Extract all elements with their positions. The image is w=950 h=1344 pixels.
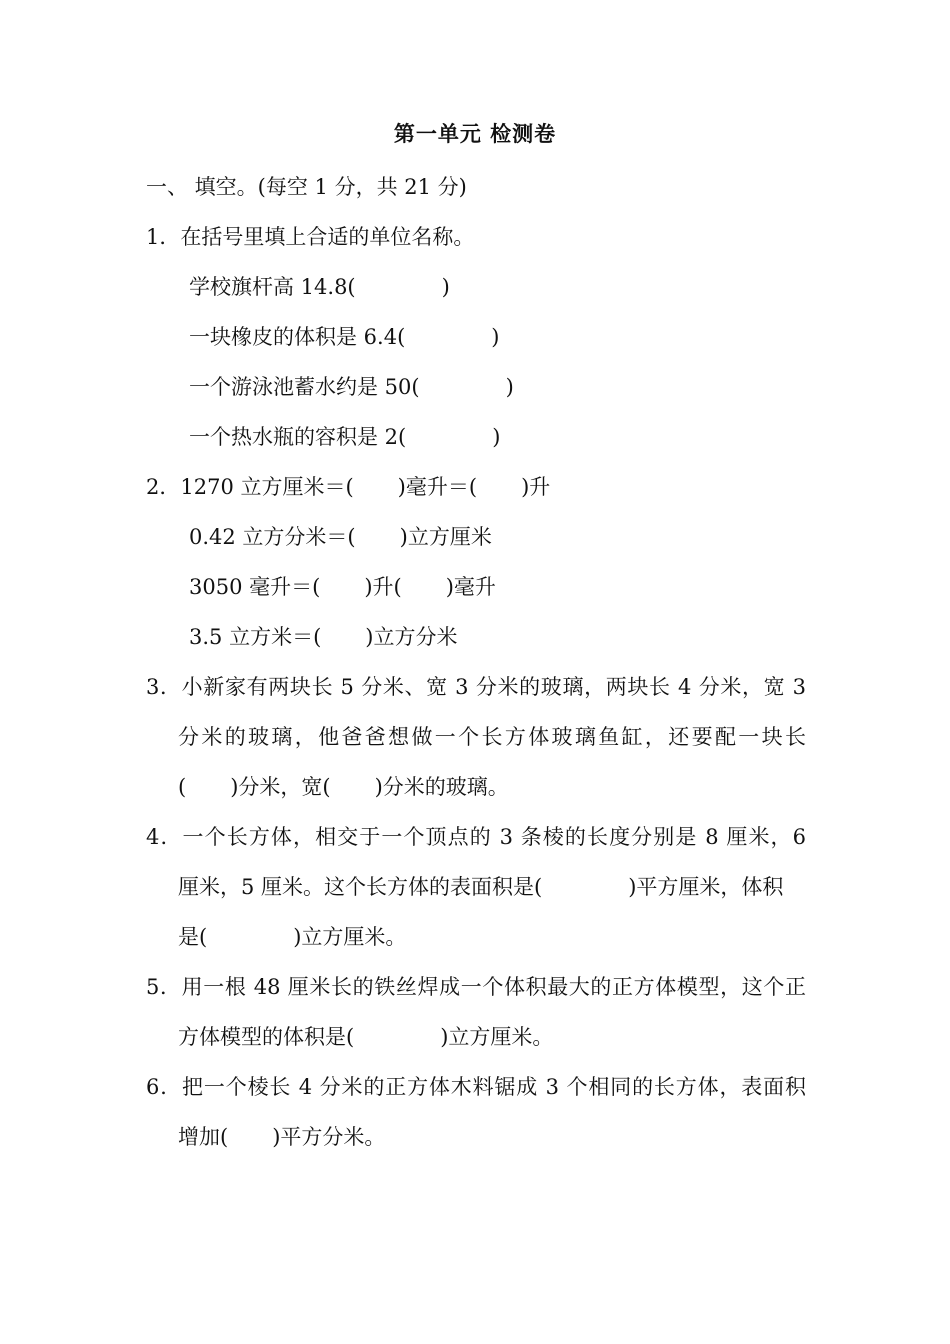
question-4-line-3: 是( )立方厘米。: [178, 925, 407, 949]
question-1-item-2: 一块橡皮的体积是 6.4( ): [189, 325, 500, 349]
question-5-line-1: 5．用一根 48 厘米长的铁丝焊成一个体积最大的正方体模型，这个正: [146, 975, 806, 999]
question-2-line-1: 2．1270 立方厘米＝( )毫升＝( )升: [146, 475, 551, 499]
question-6-line-1: 6．把一个棱长 4 分米的正方体木料锯成 3 个相同的长方体，表面积: [146, 1075, 806, 1099]
section-heading: 一、 填空。(每空 1 分，共 21 分): [146, 175, 467, 199]
question-1-item-4: 一个热水瓶的容积是 2( ): [189, 425, 501, 449]
question-1-stem: 1．在括号里填上合适的单位名称。: [146, 225, 475, 249]
question-2-line-4: 3.5 立方米＝( )立方分米: [189, 625, 458, 649]
question-2-line-3: 3050 毫升＝( )升( )毫升: [189, 575, 496, 599]
question-3-line-3: ( )分米，宽( )分米的玻璃。: [178, 775, 509, 799]
question-5-line-2: 方体模型的体积是( )立方厘米。: [178, 1025, 554, 1049]
question-3-line-2: 分米的玻璃，他爸爸想做一个长方体玻璃鱼缸，还要配一块长: [178, 725, 806, 749]
question-3-line-1: 3．小新家有两块长 5 分米、宽 3 分米的玻璃，两块长 4 分米，宽 3: [146, 675, 806, 699]
question-1-item-1: 学校旗杆高 14.8( ): [189, 275, 450, 299]
question-4-line-2: 厘米，5 厘米。这个长方体的表面积是( )平方厘米，体积: [178, 875, 784, 899]
question-6-line-2: 增加( )平方分米。: [178, 1125, 386, 1149]
page-title: 第一单元 检测卷: [393, 121, 557, 146]
question-4-line-1: 4．一个长方体，相交于一个顶点的 3 条棱的长度分别是 8 厘米，6: [146, 825, 806, 849]
question-2-line-2: 0.42 立方分米＝( )立方厘米: [189, 525, 492, 549]
question-1-item-3: 一个游泳池蓄水约是 50( ): [189, 375, 514, 399]
